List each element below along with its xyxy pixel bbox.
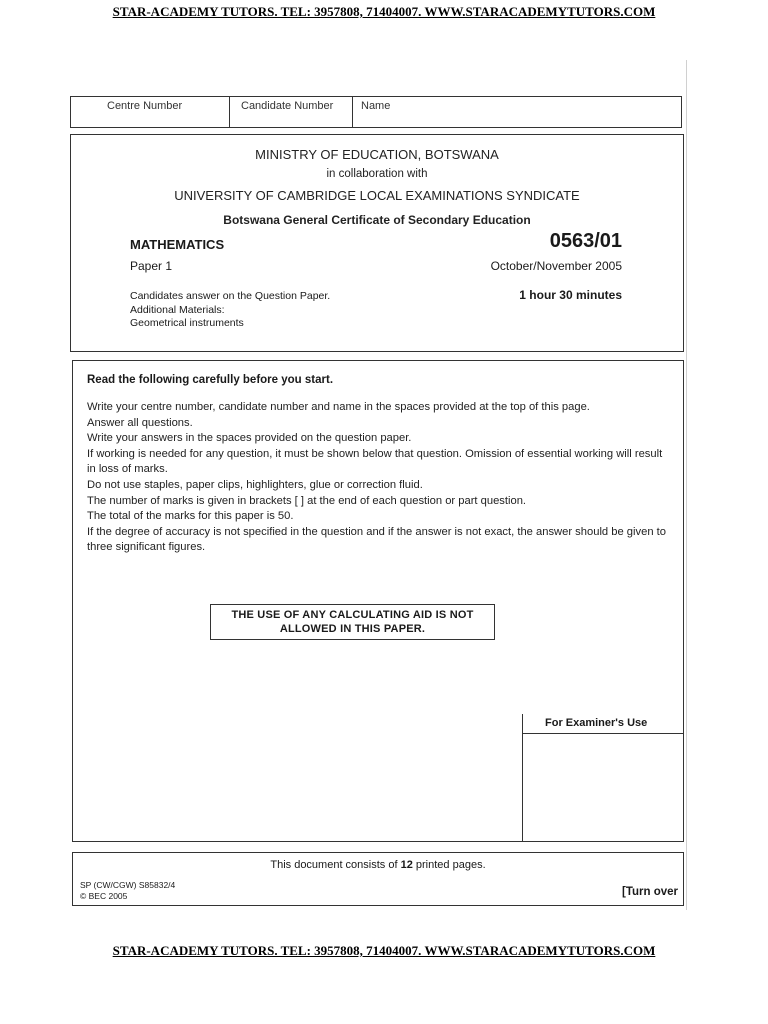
materials-label: Additional Materials: [130,304,225,316]
ministry-title: MINISTRY OF EDUCATION, BOTSWANA [255,147,499,162]
instruction-line: The total of the marks for this paper is 50. [87,510,294,523]
turn-over-label: [Turn over [621,886,678,898]
candidate-details-box [70,96,682,128]
answer-note: Candidates answer on the Question Paper. [130,290,331,302]
bottom-banner[interactable]: STAR-ACADEMY TUTORS. TEL: 3957808, 71404007. WWW.STARACADEMYTUTORS.COM [112,943,656,958]
subject-title: MATHEMATICS [130,237,225,252]
examiner-use-box [522,714,684,842]
university-title: UNIVERSITY OF CAMBRIDGE LOCAL EXAMINATIONS SYNDICATE [174,188,580,203]
calculator-notice-box [210,604,495,640]
instruction-line: Do not use staples, paper clips, highlighters, glue or correction fluid. [87,478,423,491]
collaboration-text: in collaboration with [326,168,428,180]
page-count-line [72,859,684,871]
instructions-title: Read the following carefully before you start. [87,374,334,386]
field-divider [229,97,230,127]
top-banner[interactable]: STAR-ACADEMY TUTORS. TEL: 3957808, 71404007. WWW.STARACADEMYTUTORS.COM [112,4,656,19]
copyright-text: © BEC 2005 [80,891,128,901]
examiner-header-divider [523,733,683,734]
instruction-line: Write your centre number, candidate number and name in the spaces provided at the top of this page. [87,401,590,413]
instruction-line: Write your answers in the spaces provided on the question paper. [87,432,412,445]
name-field[interactable]: Name [361,100,391,112]
centre-number-field[interactable]: Centre Number [107,100,183,112]
paper-code: 0563/01 [549,230,622,252]
exam-duration: 1 hour 30 minutes [519,288,622,302]
paper-number: Paper 1 [130,259,173,273]
page-count-suffix: printed pages. [415,859,486,871]
instruction-line: Answer all questions. [87,416,193,429]
instructions-list [87,400,673,556]
page-count-number: 12 [400,859,413,871]
document-reference: SP (CW/CGW) S85832/4 [80,880,176,890]
examiner-use-label: For Examiner's Use [545,717,648,729]
instruction-line: If the degree of accuracy is not specified in the question and if the answer is not exact, the answer should be given to three significant figures. [87,525,666,554]
exam-session: October/November 2005 [490,259,622,273]
calculator-notice-line: ALLOWED IN THIS PAPER. [279,623,426,635]
calculator-notice-line: THE USE OF ANY CALCULATING AID IS NOT [231,609,474,621]
candidate-number-field[interactable]: Candidate Number [241,100,334,112]
certificate-title: Botswana General Certificate of Secondary Education [223,213,531,227]
instruction-line: If working is needed for any question, it must be shown below that question. Omission of essential working will result in loss of marks. [87,447,663,476]
page-count-prefix: This document consists of [270,859,398,871]
materials-text: Geometrical instruments [130,317,244,329]
instruction-line: The number of marks is given in brackets [ ] at the end of each question or part question. [87,494,527,507]
field-divider [352,97,353,127]
page-edge-line [686,60,687,910]
